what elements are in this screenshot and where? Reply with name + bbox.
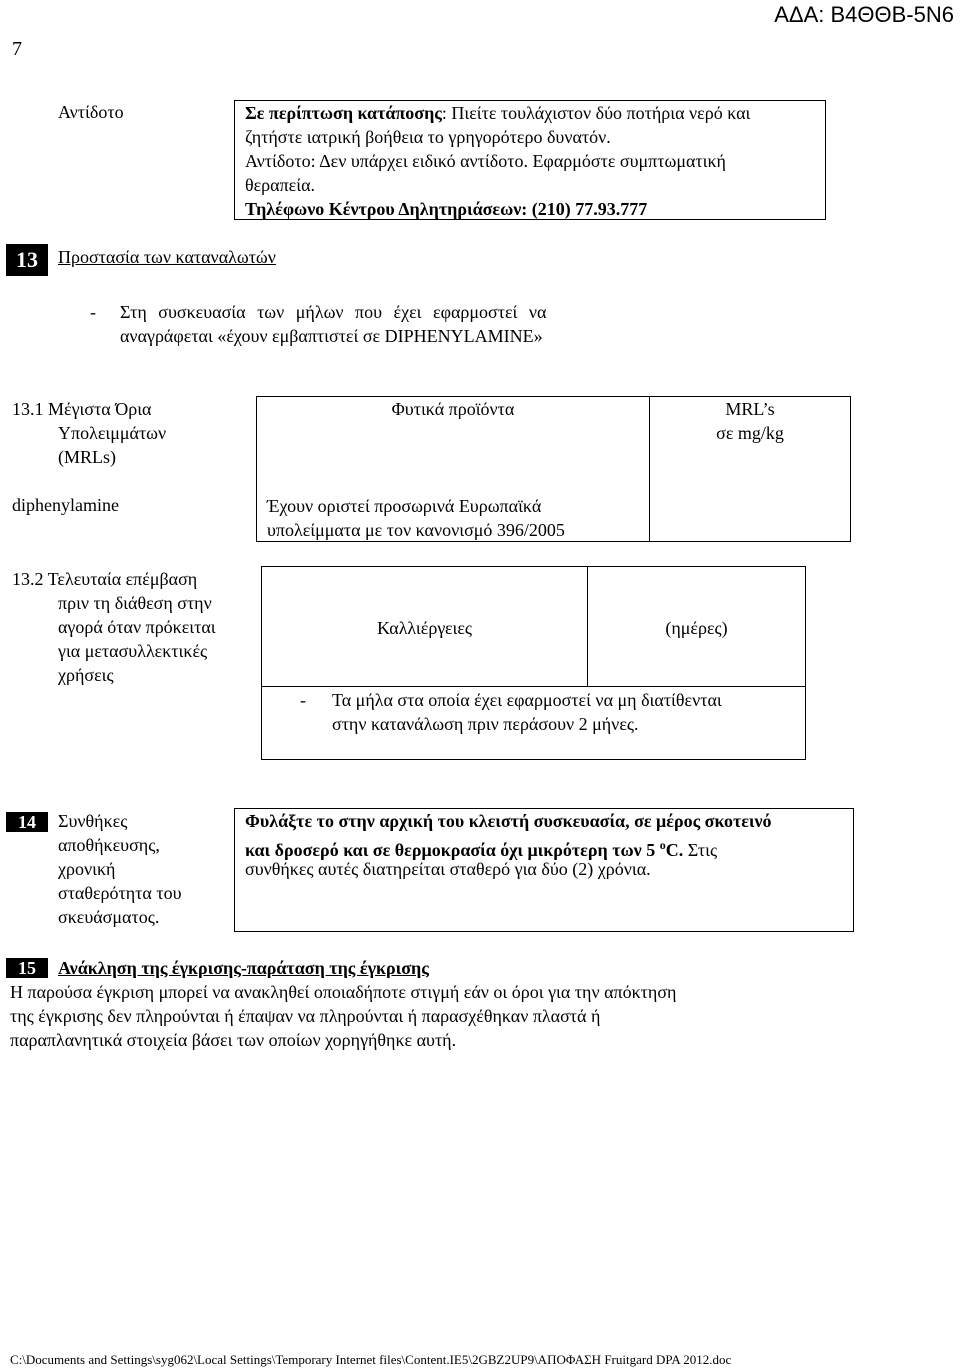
last-app-label-line-1: 13.2 Τελευταία επέμβαση [12, 569, 198, 589]
last-app-col-crops: Καλλιέργειες [376, 618, 473, 638]
section-13-title: Προστασία των καταναλωτών [58, 247, 276, 267]
last-app-label-line-5: χρήσεις [58, 665, 114, 685]
section-15-title: Ανάκληση της έγκρισης-παράταση της έγκρισης [58, 958, 429, 978]
last-app-table [261, 566, 806, 760]
revocation-line-3: παραπλανητικά στοιχεία βάσει των οποίων χορηγήθηκε αυτή. [10, 1030, 457, 1050]
antidote-line-1 [245, 101, 750, 125]
section-14-number: 14 [6, 812, 48, 832]
bullet-dash: - [90, 302, 96, 322]
storage-text-continue: Στις [683, 840, 718, 860]
storage-label-line-5: σκευάσματος. [58, 907, 160, 927]
bullet-line-1: Στη συσκευασία των μήλων που έχει εφαρμοστεί να [120, 302, 547, 322]
mrl-table [256, 396, 851, 542]
storage-label-line-2: αποθήκευσης, [58, 835, 160, 855]
antidote-line-2: ζητήστε ιατρική βοήθεια το γρηγορότερο δυνατόν. [245, 127, 611, 147]
storage-text-line-3: συνθήκες αυτές διατηρείται σταθερό για δύο (2) χρόνια. [245, 859, 651, 879]
antidote-ingestion-label: Σε περίπτωση κατάποσης [245, 103, 442, 123]
section-15-number: 15 [6, 958, 48, 978]
antidote-label: Αντίδοτο [58, 102, 124, 122]
bullet-line-2: αναγράφεται «έχουν εμβαπτιστεί σε DIPHENYLAMINE» [120, 326, 543, 346]
last-app-note-line-1: Τα μήλα στα οποία έχει εφαρμοστεί να μη διατίθενται [332, 690, 722, 710]
antidote-ingestion-text: : Πιείτε τουλάχιστον δύο ποτήρια νερό και [441, 103, 751, 123]
celsius-unit: C. [665, 840, 684, 860]
antidote-line-4: θεραπεία. [245, 175, 316, 195]
mrl-col-products: Φυτικά προϊόντα [391, 399, 515, 419]
revocation-line-1: Η παρούσα έγκριση μπορεί να ανακληθεί οποιαδήποτε στιγμή εάν οι όροι για την απόκτηση [10, 982, 677, 1002]
mrl-note-line-2: υπολείμματα με τον κανονισμό 396/2005 [267, 520, 565, 540]
last-app-label-line-4: για μετασυλλεκτικές [58, 641, 208, 661]
ada-code: ΑΔΑ: Β4ΘΘΒ-5Ν6 [774, 2, 954, 27]
poison-center-phone: Τηλέφωνο Κέντρου Δηλητηριάσεων: (210) 77.93.777 [245, 199, 648, 219]
storage-label-line-1: Συνθήκες [58, 811, 128, 831]
last-app-note-line-2: στην κατανάλωση πριν περάσουν 2 μήνες. [332, 714, 639, 734]
last-app-col-days: (ημέρες) [665, 618, 728, 638]
last-app-label-line-3: αγορά όταν πρόκειται [58, 617, 216, 637]
storage-label-line-3: χρονική [58, 859, 116, 879]
storage-text-line-1: Φυλάξτε το στην αρχική του κλειστή συσκευασία, σε μέρος σκοτεινό [245, 811, 772, 831]
storage-label-line-4: σταθερότητα του [58, 883, 182, 903]
degree-mark: ο [659, 838, 666, 852]
storage-box [234, 808, 854, 932]
revocation-line-2: της έγκρισης δεν πληρούνται ή έπαψαν να πληρούνται ή παρασχέθηκαν πλαστά ή [10, 1006, 601, 1026]
mrl-note-line-1: Έχουν οριστεί προσωρινά Ευρωπαϊκά [267, 496, 542, 516]
footer-file-path: C:\Documents and Settings\syg062\Local Settings\Temporary Internet files\Content.IE5\2GBZ2UP9\ΑΠΟΦΑΣΗ Fruitgard DPA 2012.doc [10, 1352, 732, 1367]
substance-name: diphenylamine [12, 495, 119, 515]
mrl-col-header-line-1: MRL’s [725, 399, 775, 419]
last-app-row-divider [262, 686, 805, 687]
last-app-note-dash: - [300, 690, 306, 710]
mrl-col-header-line-2: σε mg/kg [716, 423, 784, 443]
section-13-number: 13 [6, 244, 48, 276]
last-app-label-line-2: πριν τη διάθεση στην [58, 593, 212, 613]
antidote-box [234, 100, 826, 220]
mrl-label-line-2: Υπολειμμάτων [58, 423, 167, 443]
mrl-label-line-3: (MRLs) [58, 447, 116, 467]
mrl-label-line-1: 13.1 Μέγιστα Όρια [12, 399, 152, 419]
storage-temp-text: και δροσερό και σε θερμοκρασία όχι μικρότερη των 5 [245, 840, 660, 860]
antidote-line-3: Αντίδοτο: Δεν υπάρχει ειδικό αντίδοτο. Εφαρμόστε συμπτωματική [245, 151, 726, 171]
page-number: 7 [12, 38, 22, 60]
